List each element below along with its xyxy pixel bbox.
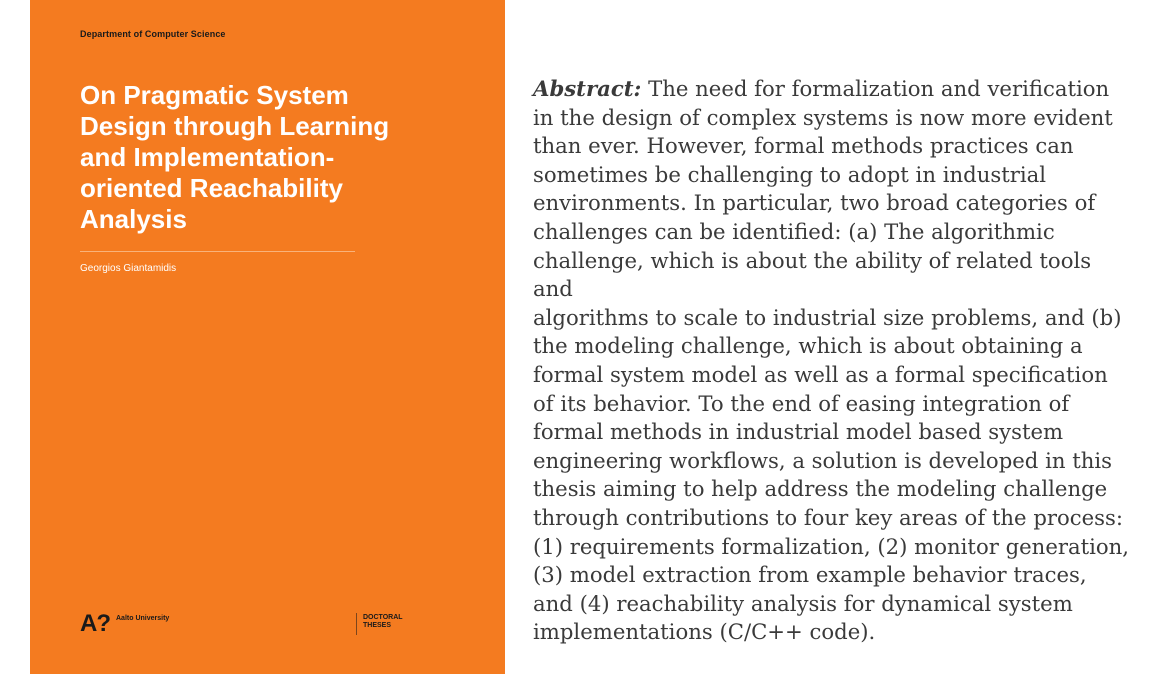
author-name: Georgios Giantamidis: [80, 263, 177, 274]
abstract-text: [533, 75, 1133, 647]
aalto-logo-icon: A?: [80, 610, 110, 637]
series-divider: [356, 613, 357, 635]
university-logo: [80, 612, 169, 638]
title-divider: [80, 251, 355, 252]
university-name: Aalto University: [116, 615, 170, 622]
department-label: Department of Computer Science: [80, 29, 226, 39]
abstract-body: The need for formalization and verification in the design of complex systems is now more evident than ever. However, formal methods practices can sometimes be challenging to adopt in industrial environments. In particular, two broad categories of challenges can be identified: (a) The algorithmic challenge, which is about the ability of related tools and algorithms to scale to industrial size problems, and (b) the modeling challenge, which is about obtaining a formal system model as well as a formal specification of its behavior. To the end of easing integration of formal methods in industrial model based system engineering workflows, a solution is developed in this thesis aiming to help address the modeling challenge through contributions to four key areas of the process: (1) requirements formalization, (2) monitor generation, (3) model extraction from example behavior traces, and (4) reachability analysis for dynamical system implementations (C/C++ code).: [533, 76, 1130, 645]
thesis-title: On Pragmatic System Design through Learning and Implementation- oriented Reachability Analysis: [80, 80, 390, 234]
abstract-label: Abstract:: [533, 76, 642, 101]
series-label: DOCTORAL THESES: [363, 614, 403, 629]
thesis-cover: [30, 0, 505, 674]
